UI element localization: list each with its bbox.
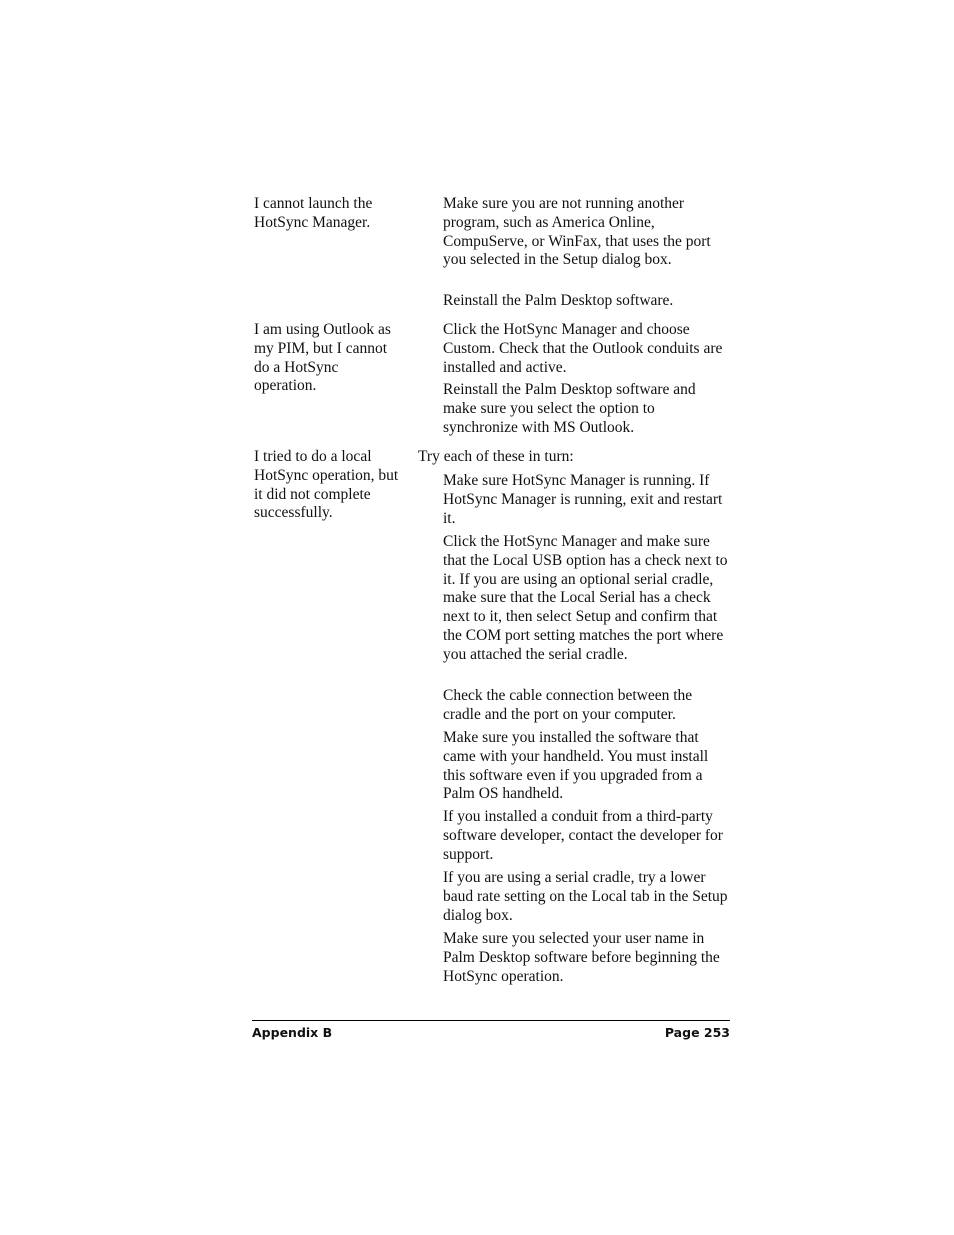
solution-item: Click the HotSync Manager and choose Custom. Check that the Outlook conduits are installed and active. [443,321,723,376]
solution-item: Make sure HotSync Manager is running. If HotSync Manager is running, exit and restart it. [443,472,723,527]
problem-local-hotsync-failed: I tried to do a local HotSync operation, but it did not complete successfully. [254,448,399,522]
solution-item: Make sure you are not running another program, such as America Online, CompuServe, or WinFax, that uses the port you selected in the Setup dialog box. [443,195,711,269]
solution-item: Reinstall the Palm Desktop software and make sure you select the option to synchronize with MS Outlook. [443,381,696,436]
solutions-intro: Try each of these in turn: [418,448,574,465]
footer-page-number: Page 253 [664,1025,730,1040]
solution-item: Make sure you installed the software that came with your handheld. You must install this software even if you upgraded from a Palm OS handheld. [443,729,709,803]
footer-section-label: Appendix B [252,1025,333,1040]
solution-item: Make sure you selected your user name in Palm Desktop software before beginning the HotSync operation. [443,930,720,985]
solution-item: If you installed a conduit from a third-party software developer, contact the developer for support. [443,808,723,863]
solution-item: Check the cable connection between the cradle and the port on your computer. [443,687,693,723]
solution-item: Reinstall the Palm Desktop software. [443,292,674,309]
footer-rule [252,1020,730,1021]
problem-launch-hotsync: I cannot launch the HotSync Manager. [254,195,373,231]
problem-outlook-pim: I am using Outlook as my PIM, but I cannot do a HotSync operation. [254,321,391,395]
solution-item: Click the HotSync Manager and make sure that the Local USB option has a check next to it. If you are using an optional serial cradle, make sure that the Local Serial has a check next to it, then select Setup and confirm that the COM port setting matches the port where you attached the serial cradle. [443,533,728,663]
solution-item: If you are using a serial cradle, try a lower baud rate setting on the Local tab in the Setup dialog box. [443,869,728,924]
